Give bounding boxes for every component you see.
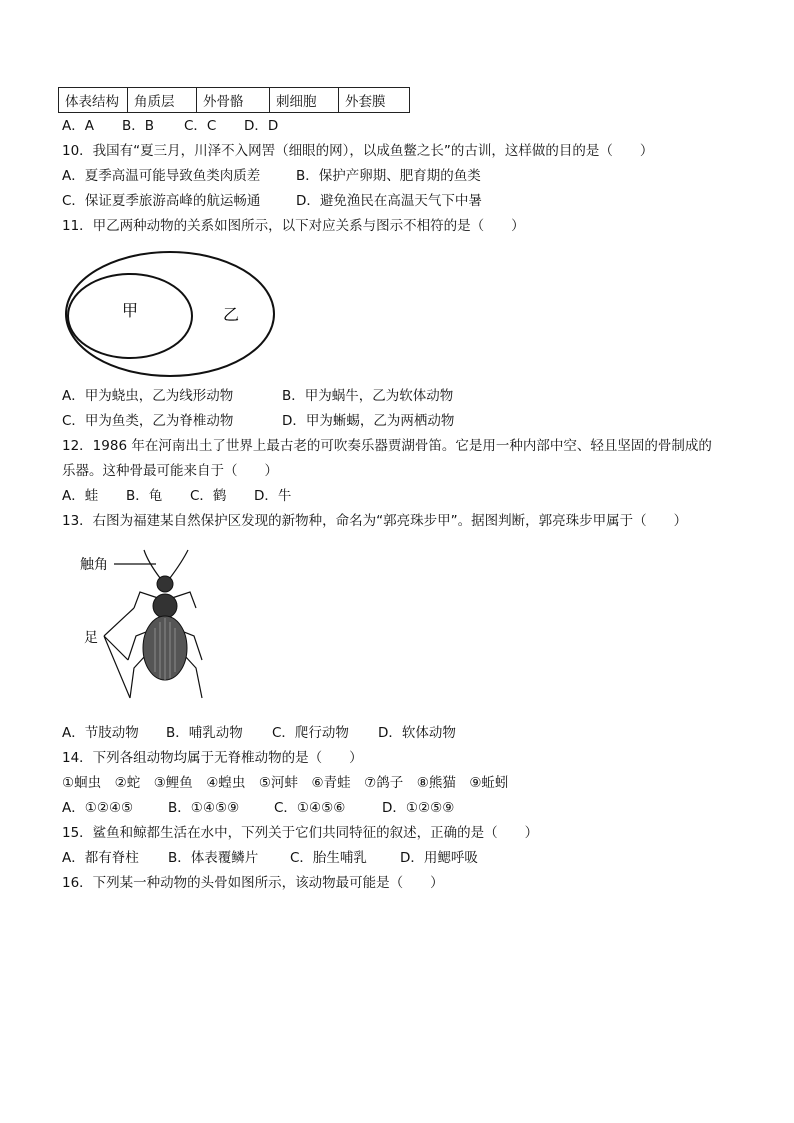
beetle-figure [78,548,220,708]
option-d: D．用鳃呼吸 [400,850,478,866]
option-d: D．甲为蜥蜴，乙为两栖动物 [282,413,455,429]
q15-stem: 15．鲨鱼和鲸都生活在水中，下列关于它们共同特征的叙述，正确的是（ ） [62,825,539,841]
q14-animal-list: ①蛔虫 ②蛇 ③鲤鱼 ④蝗虫 ⑤河蚌 ⑥青蛙 ⑦鸽子 ⑧熊猫 ⑨蚯蚓 [62,775,509,791]
q10-stem: 10．我国有“夏三月，川泽不入网罟（细眼的网），以成鱼鳖之长”的古训，这样做的目的是（ ） [62,143,654,159]
q14-stem: 14．下列各组动物均属于无脊椎动物的是（ ） [62,750,363,766]
venn-diagram [62,248,280,380]
outer-ellipse [66,252,274,376]
legs-label: 足 [84,630,98,646]
option-b: B．体表覆鳞片 [168,850,259,866]
antenna-right [170,550,188,578]
option-c: C．爬行动物 [272,725,349,741]
q15-options [62,849,478,867]
q16-stem: 16．下列某一种动物的头骨如图所示，该动物最可能是（ ） [62,875,444,891]
outer-label: 乙 [222,305,240,324]
option-a: A．节肢动物 [62,725,139,741]
option-c: C．①④⑤⑥ [274,800,346,816]
q11-stem: 11．甲乙两种动物的关系如图所示，以下对应关系与图示不相符的是（ ） [62,218,525,234]
option-c: C．鹤 [190,488,227,504]
q11-options-row2 [62,412,454,430]
q10-options-row2 [62,192,482,210]
leg-pointer [104,608,134,698]
option-c: C．甲为鱼类，乙为脊椎动物 [62,413,234,429]
option-a: A．A [62,118,94,134]
table-cell: 刺细胞 [270,88,339,113]
table-cell: 外套膜 [339,88,410,113]
option-c: C．胎生哺乳 [290,850,367,866]
table-cell: 角质层 [128,88,197,113]
option-b: B．甲为蜗牛，乙为软体动物 [282,388,454,404]
option-d: D．D [244,118,279,134]
q13-options [62,724,456,742]
q12-stem-line1: 12．1986 年在河南出土了世界上最古老的可吹奏乐器贾湖骨笛。它是用一种内部中空、轻且坚固的骨制成的 [62,438,712,454]
inner-label: 甲 [121,301,139,320]
option-a: A．①②④⑤ [62,800,134,816]
option-b: B．保护产卵期、肥育期的鱼类 [296,168,481,184]
q14-options [62,799,454,817]
option-d: D．①②⑤⑨ [382,800,455,816]
q12-options [62,487,291,505]
option-b: B．①④⑤⑨ [168,800,240,816]
option-d: D．牛 [254,488,292,504]
q12-stem-line2: 乐器。这种骨最可能来自于（ ） [62,463,278,479]
option-a: A．夏季高温可能导致鱼类肉质差 [62,168,261,184]
option-d: D．软体动物 [378,725,456,741]
antenna-label: 触角 [80,557,108,573]
table-cell: 外骨骼 [197,88,270,113]
q11-options-row1 [62,387,453,405]
q9-options [62,117,278,135]
option-a: A．甲为蛲虫，乙为线形动物 [62,388,234,404]
body-structure-table [58,87,410,113]
option-b: B．哺乳动物 [166,725,243,741]
q10-options-row1 [62,167,481,185]
option-c: C．C [184,118,217,134]
option-c: C．保证夏季旅游高峰的航运畅通 [62,193,261,209]
table-cell: 体表结构 [59,88,128,113]
table-row [59,88,410,113]
q13-stem: 13．右图为福建某自然保护区发现的新物种，命名为“郭亮珠步甲”。据图判断，郭亮珠步甲属于（ ） [62,513,688,529]
option-a: A．都有脊柱 [62,850,139,866]
option-a: A．蛙 [62,488,99,504]
option-d: D．避免渔民在高温天气下中暑 [296,193,482,209]
option-b: B．B [122,118,155,134]
option-b: B．龟 [126,488,163,504]
beetle-thorax [153,594,177,618]
beetle-head [157,576,173,592]
